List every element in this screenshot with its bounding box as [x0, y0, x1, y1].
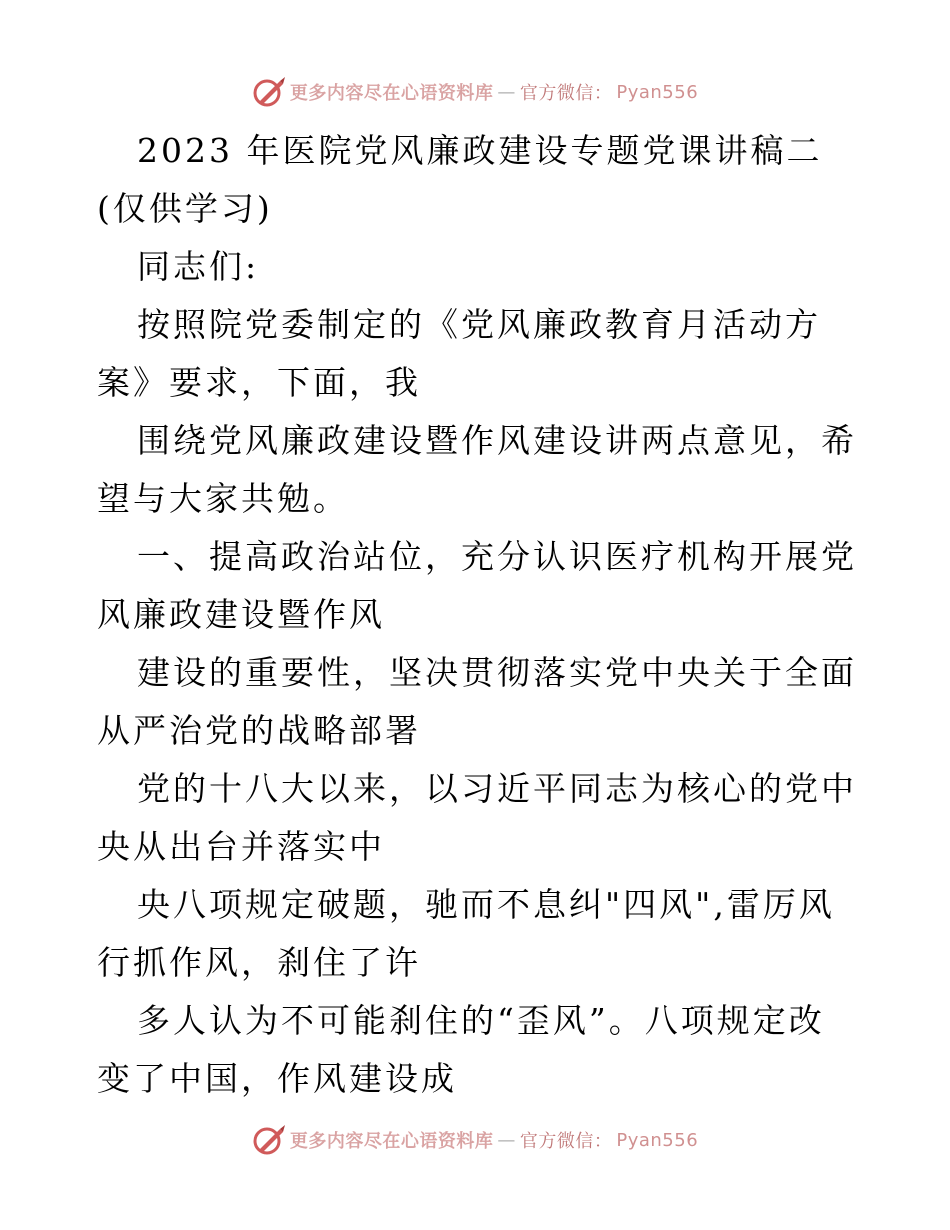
paragraph: 央八项规定破题，驰而不息纠"四风",雷厉风行抓作风，刹住了许 — [97, 885, 835, 982]
paragraph: 多人认为不可能刹住的“歪风”。八项规定改变了中国，作风建设成 — [97, 1001, 825, 1098]
watermark-main-text: 更多内容尽在心语资料库 — [289, 83, 494, 104]
paragraph: 建设的重要性，坚决贯彻落实党中央关于全面从严治党的战略部署 — [97, 653, 857, 750]
watermark-wechat-label: 官方微信： — [519, 83, 613, 104]
salutation: 同志们: — [137, 247, 260, 286]
watermark-main-text: 更多内容尽在心语资料库 — [289, 1131, 494, 1152]
quill-logo-icon — [252, 75, 286, 109]
watermark-dash: — — [497, 81, 516, 103]
paragraph: 按照院党委制定的《党风廉政教育月活动方案》要求，下面，我 — [97, 305, 821, 402]
watermark-wechat-label: 官方微信： — [519, 1131, 613, 1152]
quill-logo-icon — [252, 1123, 286, 1157]
watermark-banner-bottom — [0, 1118, 950, 1162]
watermark-wechat-id: Pyan556 — [616, 81, 699, 103]
watermark-dash: — — [497, 1129, 516, 1151]
document-body — [97, 122, 857, 1108]
watermark-wechat-id: Pyan556 — [616, 1129, 699, 1151]
section-heading: 一、提高政治站位，充分认识医疗机构开展党风廉政建设暨作风 — [97, 537, 857, 634]
watermark-banner-top — [0, 70, 950, 114]
document-title: 2023 年医院党风廉政建设专题党课讲稿二(仅供学习) — [97, 131, 823, 228]
paragraph: 围绕党风廉政建设暨作风建设讲两点意见，希望与大家共勉。 — [97, 421, 857, 518]
paragraph: 党的十八大以来，以习近平同志为核心的党中央从出台并落实中 — [97, 769, 857, 866]
